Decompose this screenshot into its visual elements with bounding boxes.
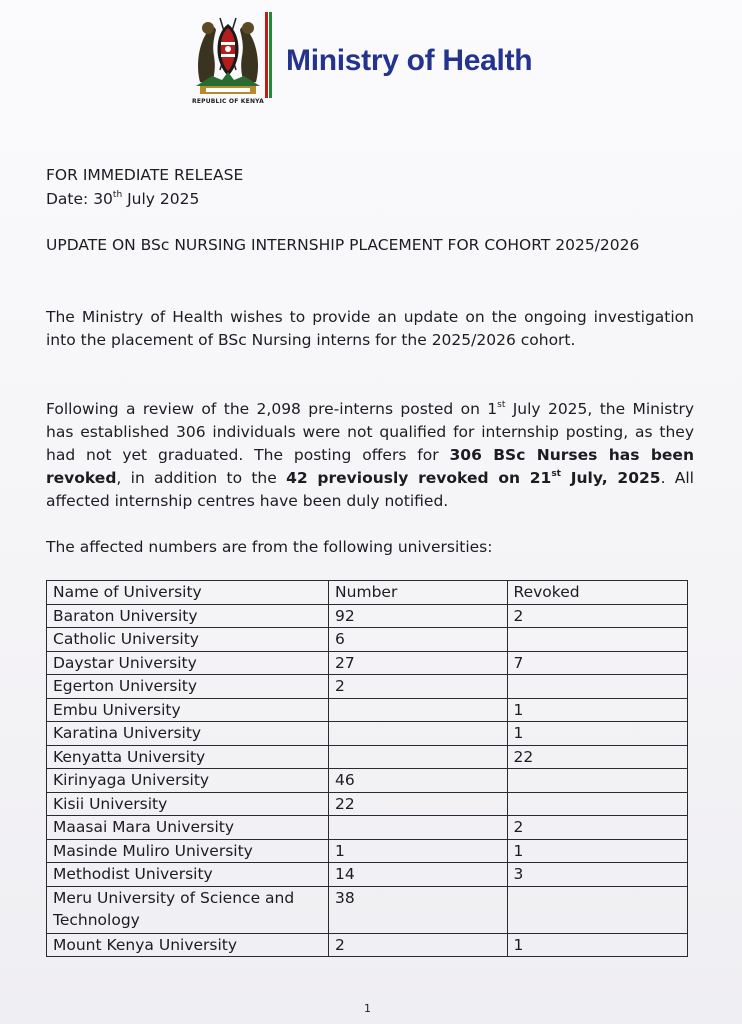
document-title: UPDATE ON BSc NURSING INTERNSHIP PLACEMENT FOR COHORT 2025/2026: [46, 236, 640, 254]
para2-b: July 2025, the Ministry has established 306 individuals were not qualified for internship posting, as they had not yet graduated. The posting offers for: [46, 400, 695, 464]
flag-bar-green: [269, 12, 272, 98]
table-row: [47, 863, 688, 887]
date-rest: July 2025: [122, 190, 200, 208]
cell-university: Kenyatta University: [47, 745, 329, 769]
release-label: FOR IMMEDIATE RELEASE: [46, 166, 244, 184]
date-label: Date: 30: [46, 190, 113, 208]
table-row: [47, 886, 688, 933]
cell-university: Meru University of Science and Technology: [47, 886, 329, 933]
cell-number: [329, 698, 507, 722]
cell-university: Egerton University: [47, 675, 329, 699]
para2-g: . All affected internship centres have been duly notified.: [46, 469, 694, 510]
cell-university: Kirinyaga University: [47, 769, 329, 793]
table-row: [47, 651, 688, 675]
page-number: 1: [364, 1002, 371, 1015]
cell-university: Methodist University: [47, 863, 329, 887]
cell-number: 1: [329, 839, 507, 863]
cell-revoked: 7: [507, 651, 688, 675]
header-revoked: Revoked: [507, 581, 688, 605]
paragraph-intro: The Ministry of Health wishes to provide an update on the ongoing investigation into the placement of BSc Nursing interns for the 2025/2026 cohort.: [46, 308, 694, 349]
cell-revoked: [507, 886, 688, 933]
cell-number: 2: [329, 933, 507, 957]
para2-a: Following a review of the 2,098 pre-interns posted on 1: [46, 400, 498, 418]
table-row: [47, 722, 688, 746]
cell-number: 22: [329, 792, 507, 816]
release-date: [46, 188, 199, 211]
cell-revoked: 2: [507, 604, 688, 628]
para2-c: 306 BSc Nurses has been revoked: [46, 446, 694, 487]
paragraph-review: [46, 398, 694, 513]
cell-university: Kisii University: [47, 792, 329, 816]
table-row: [47, 792, 688, 816]
cell-revoked: [507, 792, 688, 816]
cell-number: 27: [329, 651, 507, 675]
cell-revoked: 1: [507, 722, 688, 746]
cell-revoked: 1: [507, 839, 688, 863]
table-row: [47, 604, 688, 628]
cell-revoked: [507, 628, 688, 652]
cell-revoked: [507, 675, 688, 699]
kenya-coat-of-arms-icon: [192, 12, 264, 96]
coat-caption: REPUBLIC OF KENYA: [192, 98, 264, 105]
cell-revoked: 1: [507, 933, 688, 957]
cell-number: 2: [329, 675, 507, 699]
cell-number: [329, 722, 507, 746]
table-row: [47, 675, 688, 699]
cell-university: Catholic University: [47, 628, 329, 652]
table-row: [47, 628, 688, 652]
cell-revoked: 3: [507, 863, 688, 887]
table-row: [47, 698, 688, 722]
cell-number: [329, 745, 507, 769]
cell-number: 92: [329, 604, 507, 628]
table-row: [47, 769, 688, 793]
header-university: Name of University: [47, 581, 329, 605]
table-header-row: [47, 581, 688, 605]
table-row: [47, 816, 688, 840]
cell-revoked: 1: [507, 698, 688, 722]
cell-university: Masinde Muliro University: [47, 839, 329, 863]
cell-number: 38: [329, 886, 507, 933]
flag-bar-red: [265, 12, 268, 98]
cell-number: [329, 816, 507, 840]
cell-number: 46: [329, 769, 507, 793]
table-intro: The affected numbers are from the following universities:: [46, 538, 493, 556]
date-ordinal: th: [112, 190, 123, 200]
table-row: [47, 745, 688, 769]
cell-number: 6: [329, 628, 507, 652]
table-row: [47, 839, 688, 863]
para2-f: July, 2025: [561, 469, 661, 487]
header-number: Number: [329, 581, 507, 605]
cell-revoked: 22: [507, 745, 688, 769]
para2-d: , in addition to the: [116, 469, 287, 487]
cell-revoked: 2: [507, 816, 688, 840]
cell-university: Maasai Mara University: [47, 816, 329, 840]
cell-number: 14: [329, 863, 507, 887]
cell-university: Baraton University: [47, 604, 329, 628]
para2-e: 42 previously revoked on 21: [286, 469, 552, 487]
cell-university: Daystar University: [47, 651, 329, 675]
ministry-name: Ministry of Health: [286, 44, 533, 77]
universities-table: [46, 580, 688, 957]
cell-university: Embu University: [47, 698, 329, 722]
para2-a-sup: st: [497, 400, 506, 410]
cell-university: Mount Kenya University: [47, 933, 329, 957]
cell-revoked: [507, 769, 688, 793]
para2-e-sup: st: [551, 469, 561, 479]
table-row: [47, 933, 688, 957]
cell-university: Karatina University: [47, 722, 329, 746]
